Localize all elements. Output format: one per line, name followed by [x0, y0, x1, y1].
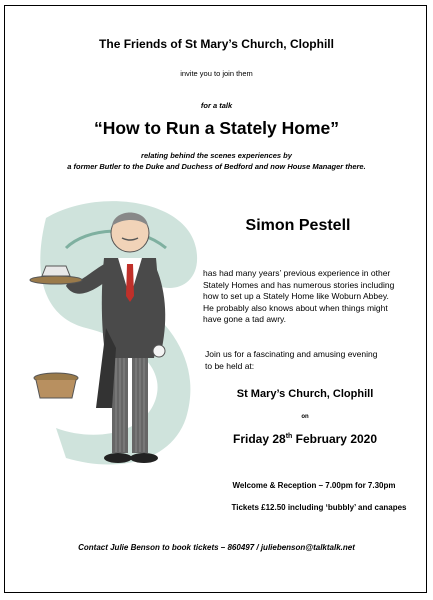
- poster-heading: The Friends of St Mary’s Church, Clophill: [99, 37, 334, 51]
- ticket-price: Tickets £12.50 including ‘bubbly’ and canapes: [231, 503, 407, 512]
- for-talk-text: for a talk: [200, 101, 233, 110]
- relating-line-1: relating behind the scenes experiences by: [141, 151, 292, 160]
- invite-text: invite you to join them: [180, 69, 253, 78]
- serving-tray: [30, 276, 82, 284]
- side-table-base: [36, 380, 76, 398]
- on-text: on: [301, 414, 309, 420]
- bio-line: have gone a tad awry.: [203, 314, 287, 325]
- date-day: Friday 28: [232, 432, 286, 446]
- date-rest: February 2020: [292, 432, 378, 446]
- bio-line: has had many years’ previous experience in other: [203, 268, 391, 278]
- butler-left-shoe: [104, 453, 132, 463]
- tray-napkin: [42, 266, 70, 276]
- bio-line: how to set up a Stately Home like Woburn Abbey.: [203, 291, 389, 302]
- date-suffix: th: [285, 433, 293, 440]
- relating-line-2: a former Butler to the Duke and Duchess of Bedford and now House Manager there.: [67, 162, 366, 171]
- bio-line: He probably also knows about when things might: [203, 302, 388, 313]
- butler-tie: [126, 264, 134, 302]
- butler-right-shoe: [130, 453, 158, 463]
- butler-with-tray-illustration: [26, 178, 206, 478]
- venue-name: St Mary’s Church, Clophill: [236, 388, 374, 400]
- join-line: to be held at:: [205, 360, 255, 371]
- speaker-name: Simon Pestell: [245, 217, 351, 234]
- bio-line: Stately Homes and has numerous stories including: [203, 279, 395, 290]
- contact-info: Contact Julie Benson to book tickets – 860497 / juliebenson@talktalk.net: [78, 543, 355, 552]
- welcome-reception: Welcome & Reception – 7.00pm for 7.30pm: [232, 481, 396, 490]
- speaker-bio: [203, 268, 415, 326]
- join-text: [205, 349, 415, 372]
- event-date: [215, 432, 395, 446]
- butler-glove: [153, 345, 165, 357]
- join-line: Join us for a fascinating and amusing evening: [205, 349, 378, 359]
- talk-title: “How to Run a Stately Home”: [93, 118, 340, 138]
